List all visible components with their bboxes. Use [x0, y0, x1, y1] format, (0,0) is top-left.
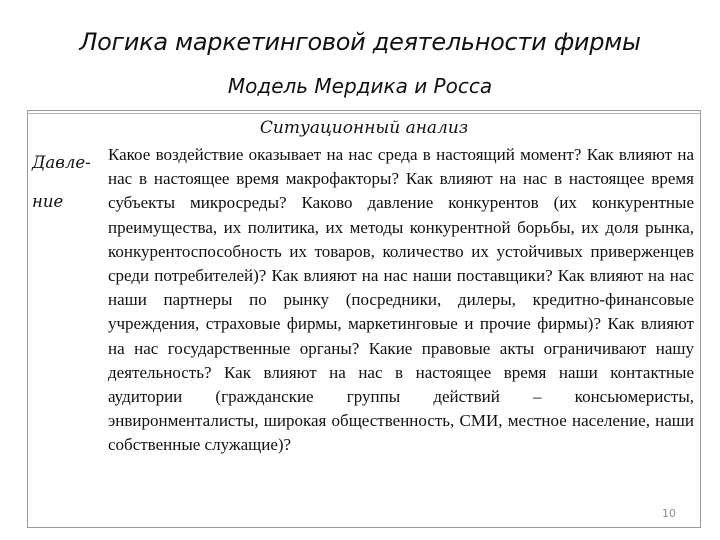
side-label-line2: ние	[32, 192, 64, 211]
slide-subtitle: Модель Мердика и Росса	[227, 74, 493, 98]
box-divider	[27, 113, 701, 114]
body-text: Какое воздействие оказывает на нас среда в настоящий момент? Как влияют на нас в настоящее время макрофакторы? Как влияют на нас в настоящее время субъекты микросреды? Каково давление конкурентов (их конкурентные преимущества, их политика, их методы конкурентной борьбы, их доля рынка, конкурентоспособность их товаров, количество их устойчивых приверженцев среди потребителей)? Как влияют на нас наши поставщики? Как влияют на нас наши партнеры по рынку (посредники, дилеры, кредитно-финансовые учреждения, страховые фирмы, маркетинговые и прочие фирмы)? Как влияют на нас государственные органы? Какие правовые акты ограничивают нашу деятельность? Как влияют на нас в настоящее время наши контактные аудитории (гражданские группы действий – консьюмеристы, энвиронменталисты, широкая общественность, СМИ, местное население, наши собственные служащие)?	[108, 145, 694, 455]
side-label-line1: Давле-	[32, 153, 91, 172]
page-number: 10	[662, 507, 676, 520]
section-header: Ситуационный анализ	[259, 118, 469, 138]
slide-title: Логика маркетинговой деятельности фирмы	[79, 28, 641, 56]
